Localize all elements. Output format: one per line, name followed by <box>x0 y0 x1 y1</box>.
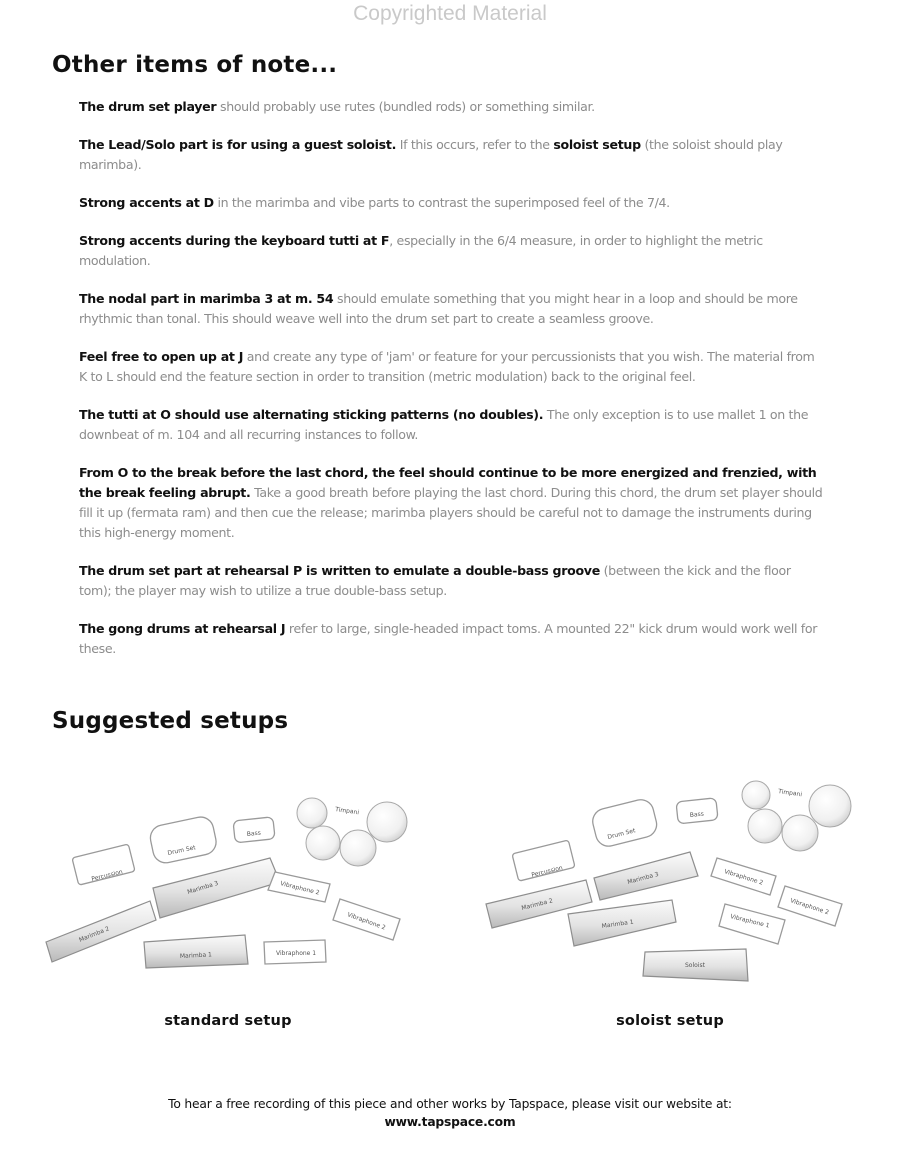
note-text: should emulate something that you might hear in a loop and should be more rhythmic than tonal. This should weave well into the drum set part to create a seamless groove. <box>79 291 798 326</box>
svg-text:Marimba 1: Marimba 1 <box>601 918 635 930</box>
svg-text:Marimba 2: Marimba 2 <box>78 925 111 944</box>
note-text: If this occurs, refer to the <box>396 137 554 152</box>
note-emphasis: The tutti at O should use alternating sticking patterns (no doubles). <box>79 407 544 422</box>
marimba-3-station <box>594 852 698 900</box>
svg-text:Marimba 3: Marimba 3 <box>626 870 660 886</box>
note-text: Take a good breath before playing the last chord. During this chord, the drum set player should fill it up (fermata ram) and then cue the release; marimba players should be careful not to damage the instruments during this high-energy moment. <box>79 485 823 540</box>
note-text: should probably use rutes (bundled rods) or something similar. <box>216 99 595 114</box>
note-item <box>79 289 824 329</box>
note-emphasis: soloist setup <box>553 137 641 152</box>
note-item <box>79 405 824 445</box>
copyright-watermark: Copyrighted Material <box>353 2 547 25</box>
footer-text: To hear a free recording of this piece and other works by Tapspace, please visit our website at: <box>168 1097 732 1111</box>
svg-text:Vibraphone 1: Vibraphone 1 <box>276 950 317 957</box>
note-emphasis: The drum set player <box>79 99 217 114</box>
note-emphasis: Feel free to open up at J <box>79 349 244 364</box>
note-emphasis: From O to the break before the last chord, the feel should continue to be more energized and frenzied, with the break feeling abrupt. <box>79 465 817 500</box>
svg-text:Drum Set: Drum Set <box>606 827 637 841</box>
svg-text:Marimba 2: Marimba 2 <box>520 897 554 912</box>
note-item <box>79 619 824 659</box>
note-text: and create any type of 'jam' or feature for your percussionists that you wish. The material from K to L should end the feature section in order to transition (metric modulation) back to the original feel. <box>79 349 815 384</box>
notes-heading: Other items of note... <box>52 52 338 78</box>
note-emphasis: Strong accents during the keyboard tutti at F <box>79 233 390 248</box>
note-emphasis: The Lead/Solo part is for using a guest soloist. <box>79 137 397 152</box>
vibraphone-1-station <box>264 940 326 964</box>
notes-list <box>79 97 824 677</box>
note-item <box>79 347 824 387</box>
svg-text:Percussion: Percussion <box>530 864 564 879</box>
note-item <box>79 193 824 213</box>
svg-text:Vibraphone 2: Vibraphone 2 <box>789 897 830 917</box>
bass-station <box>233 817 275 843</box>
marimba-3-station <box>153 858 280 918</box>
standard-setup-diagram <box>40 790 420 980</box>
svg-text:Soloist: Soloist <box>685 962 705 969</box>
svg-text:Timpani: Timpani <box>777 788 803 799</box>
note-text: , especially in the 6/4 measure, in order to highlight the metric modulation. <box>79 233 763 268</box>
note-item <box>79 463 824 543</box>
svg-text:Vibraphone 1: Vibraphone 1 <box>729 913 771 930</box>
svg-text:Marimba 1: Marimba 1 <box>179 951 213 960</box>
svg-text:Marimba 3: Marimba 3 <box>186 879 220 896</box>
soloist-setup-caption: soloist setup <box>616 1013 724 1029</box>
note-emphasis: The gong drums at rehearsal J <box>79 621 286 636</box>
note-emphasis: The nodal part in marimba 3 at m. 54 <box>79 291 334 306</box>
note-text: The only exception is to use mallet 1 on the downbeat of m. 104 and all recurring instances to follow. <box>79 407 809 442</box>
percussion-station <box>72 844 135 885</box>
standard-setup-caption: standard setup <box>164 1013 292 1029</box>
drum-set-station <box>148 815 219 865</box>
timpani-group <box>297 798 407 866</box>
svg-text:Timpani: Timpani <box>334 806 360 817</box>
vibraphone-2b-station <box>778 886 842 926</box>
note-emphasis: Strong accents at D <box>79 195 214 210</box>
svg-text:Bass: Bass <box>689 810 705 819</box>
percussion-station <box>512 840 575 881</box>
note-text: in the marimba and vibe parts to contrast the superimposed feel of the 7/4. <box>213 195 670 210</box>
vibraphone-1-station <box>719 904 785 944</box>
note-item <box>79 135 824 175</box>
note-item <box>79 97 824 117</box>
marimba-1-station <box>144 935 248 968</box>
svg-text:Bass: Bass <box>246 829 262 838</box>
soloist-setup-diagram <box>480 776 860 986</box>
vibraphone-2-station <box>268 872 330 902</box>
svg-text:Vibraphone 2: Vibraphone 2 <box>346 911 387 932</box>
footer <box>0 1095 900 1131</box>
vibraphone-2b-station <box>333 899 400 940</box>
note-item <box>79 231 824 271</box>
note-item <box>79 561 824 601</box>
website-link[interactable]: www.tapspace.com <box>384 1115 516 1129</box>
vibraphone-2-station <box>711 858 776 895</box>
svg-text:Vibraphone 2: Vibraphone 2 <box>723 868 764 887</box>
note-emphasis: The drum set part at rehearsal P is written to emulate a double-bass groove <box>79 563 600 578</box>
marimba-2-station <box>46 901 156 962</box>
setups-heading: Suggested setups <box>52 708 289 734</box>
note-text: (between the kick and the floor tom); the player may wish to utilize a true double-bass setup. <box>79 563 791 598</box>
note-text: refer to large, single-headed impact toms. A mounted 22" kick drum would work well for these. <box>79 621 818 656</box>
note-text: (the soloist should play marimba). <box>79 137 783 172</box>
bass-station <box>676 798 718 824</box>
timpani-group <box>742 781 851 851</box>
marimba-1-station <box>568 900 676 946</box>
svg-text:Drum Set: Drum Set <box>166 844 197 857</box>
soloist-station <box>643 949 748 981</box>
svg-text:Percussion: Percussion <box>90 868 124 883</box>
svg-text:Vibraphone 2: Vibraphone 2 <box>279 880 321 897</box>
drum-set-station <box>590 797 659 849</box>
